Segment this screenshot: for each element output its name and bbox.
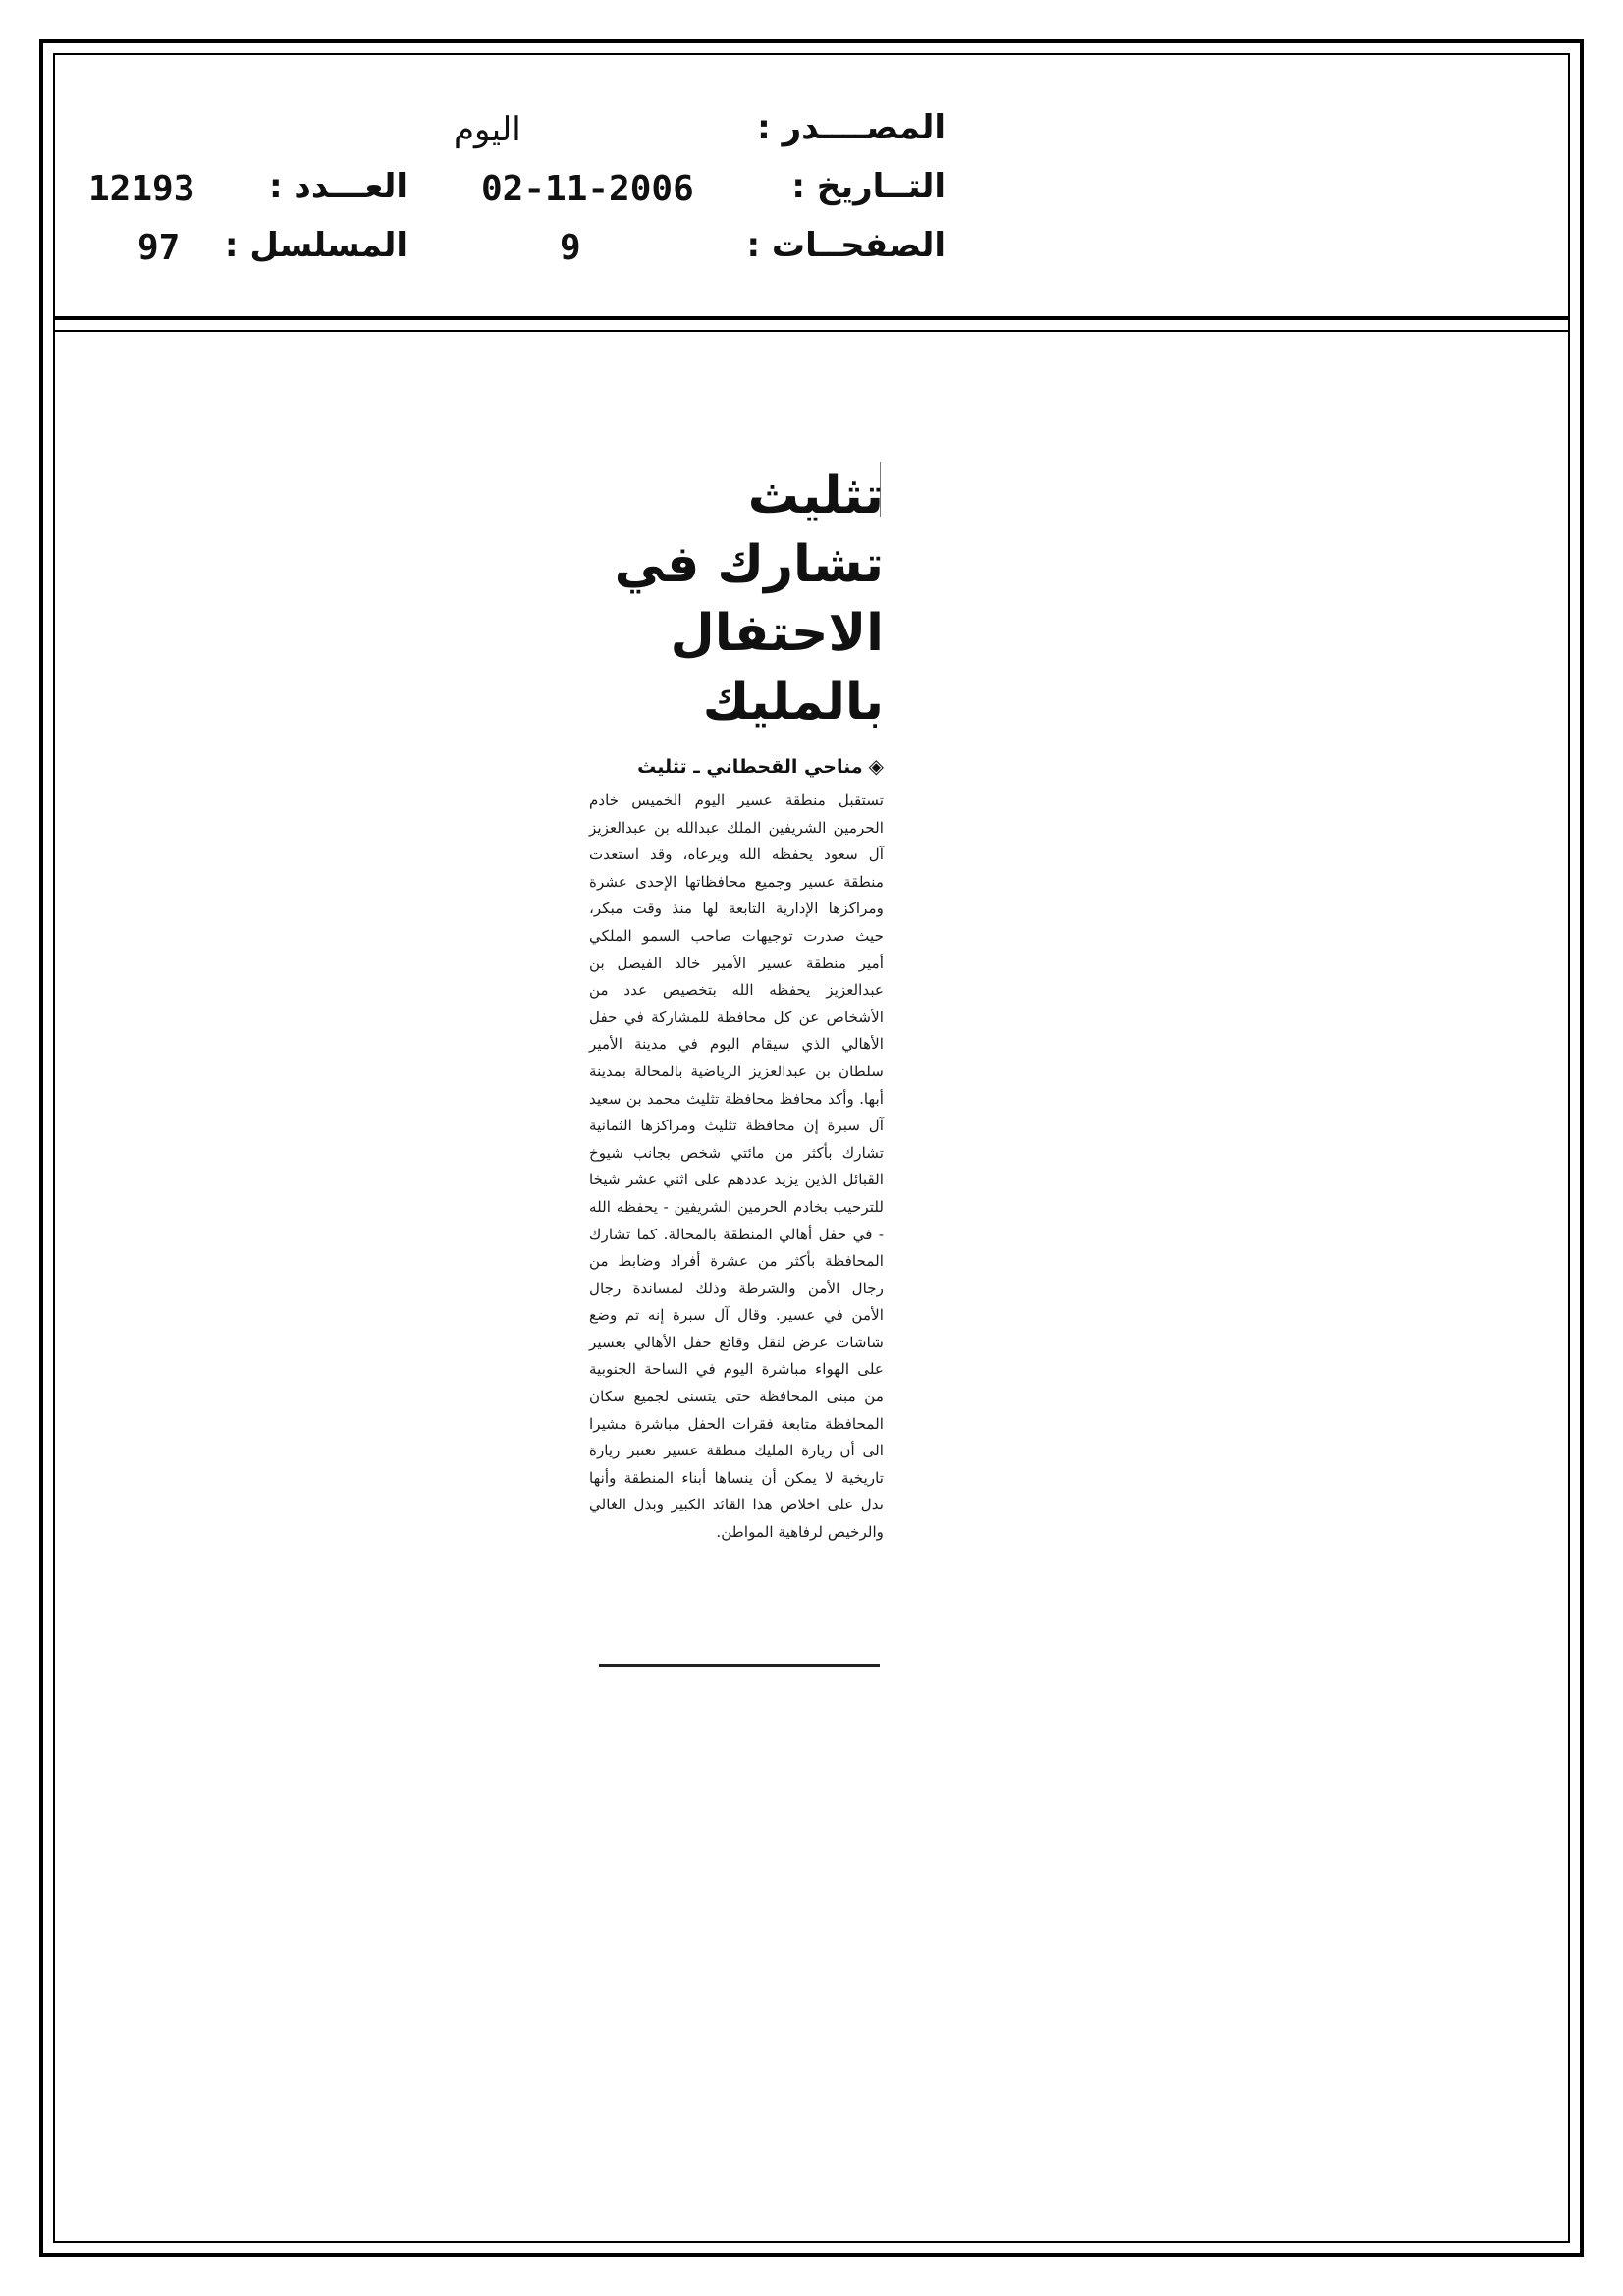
article-title <box>589 462 884 737</box>
date-value: 02-11-2006 <box>481 169 694 209</box>
header-divider-thin <box>53 330 1570 332</box>
byline-text: مناحي القحطاني ـ تثليث <box>637 756 863 778</box>
serial-label: المسلسل : <box>224 226 407 265</box>
issue-value: 12193 <box>88 169 195 209</box>
article-title-line1: تثليث تشارك في <box>614 466 884 594</box>
header-divider-thick <box>53 316 1570 320</box>
article-byline <box>589 754 884 778</box>
article-end-rule <box>599 1664 880 1667</box>
diamond-bullet-icon: ◈ <box>868 754 884 778</box>
source-value: اليوم <box>454 110 521 149</box>
date-label: التــاريخ : <box>791 167 946 206</box>
pages-value: 9 <box>560 228 581 268</box>
source-label: المصــــدر : <box>757 108 946 147</box>
pages-label: الصفحــات : <box>746 226 946 265</box>
serial-value: 97 <box>137 228 181 268</box>
article-title-line2: الاحتفال بالمليك <box>670 604 884 732</box>
article-body: تستقبل منطقة عسير اليوم الخميس خادم الحرمين الشريفين الملك عبدالله بن عبدالعزيز آل سعود يحفظه الله ويرعاه، وقد استعدت منطقة عسير وجميع محافظاتها الإحدى عشرة ومراكزها الإدارية التابعة لها منذ وقت مبكر، حيث صدرت توجيهات صاحب السمو الملكي أمير منطقة عسير الأمير خالد الفيصل بن عبدالعزيز يحفظه الله بتخصيص عدد من الأشخاص عن كل محافظة للمشاركة في حفل الأهالي الذي سيقام اليوم في مدينة الأمير سلطان بن عبدالعزيز الرياضية بالمحالة بمدينة أبها. وأكد محافظ محافظة تثليث محمد بن سعيد آل سبرة إن محافظة تثليث ومراكزها الثمانية تشارك بأكثر من مائتي شخص بجانب شيوخ القبائل الذين يزيد عددهم على اثني عشر شيخا للترحيب بخادم الحرمين الشريفين - يحفظه الله - في حفل أهالي المنطقة بالمحالة. كما تشارك المحافظة بأكثر من عشرة أفراد وضابط من رجال الأمن والشرطة وذلك لمساندة رجال الأمن في عسير. وقال آل سبرة إنه تم وضع شاشات عرض لنقل وقائع حفل الأهالي بعسير على الهواء مباشرة اليوم في الساحة الجنوبية من مبنى المحافظة حتى يتسنى لجميع سكان المحافظة متابعة فقرات الحفل مباشرة مشيرا الى أن زيارة المليك منطقة عسير تعتبر زيارة تاريخية لا يمكن أن ينساها أبناء المنطقة وأنها تدل على اخلاص هذا القائد الكبير وبذل الغالي والرخيص لرفاهية المواطن. <box>589 792 884 1542</box>
issue-label: العـــدد : <box>269 167 407 206</box>
article-clipping <box>589 462 884 1547</box>
